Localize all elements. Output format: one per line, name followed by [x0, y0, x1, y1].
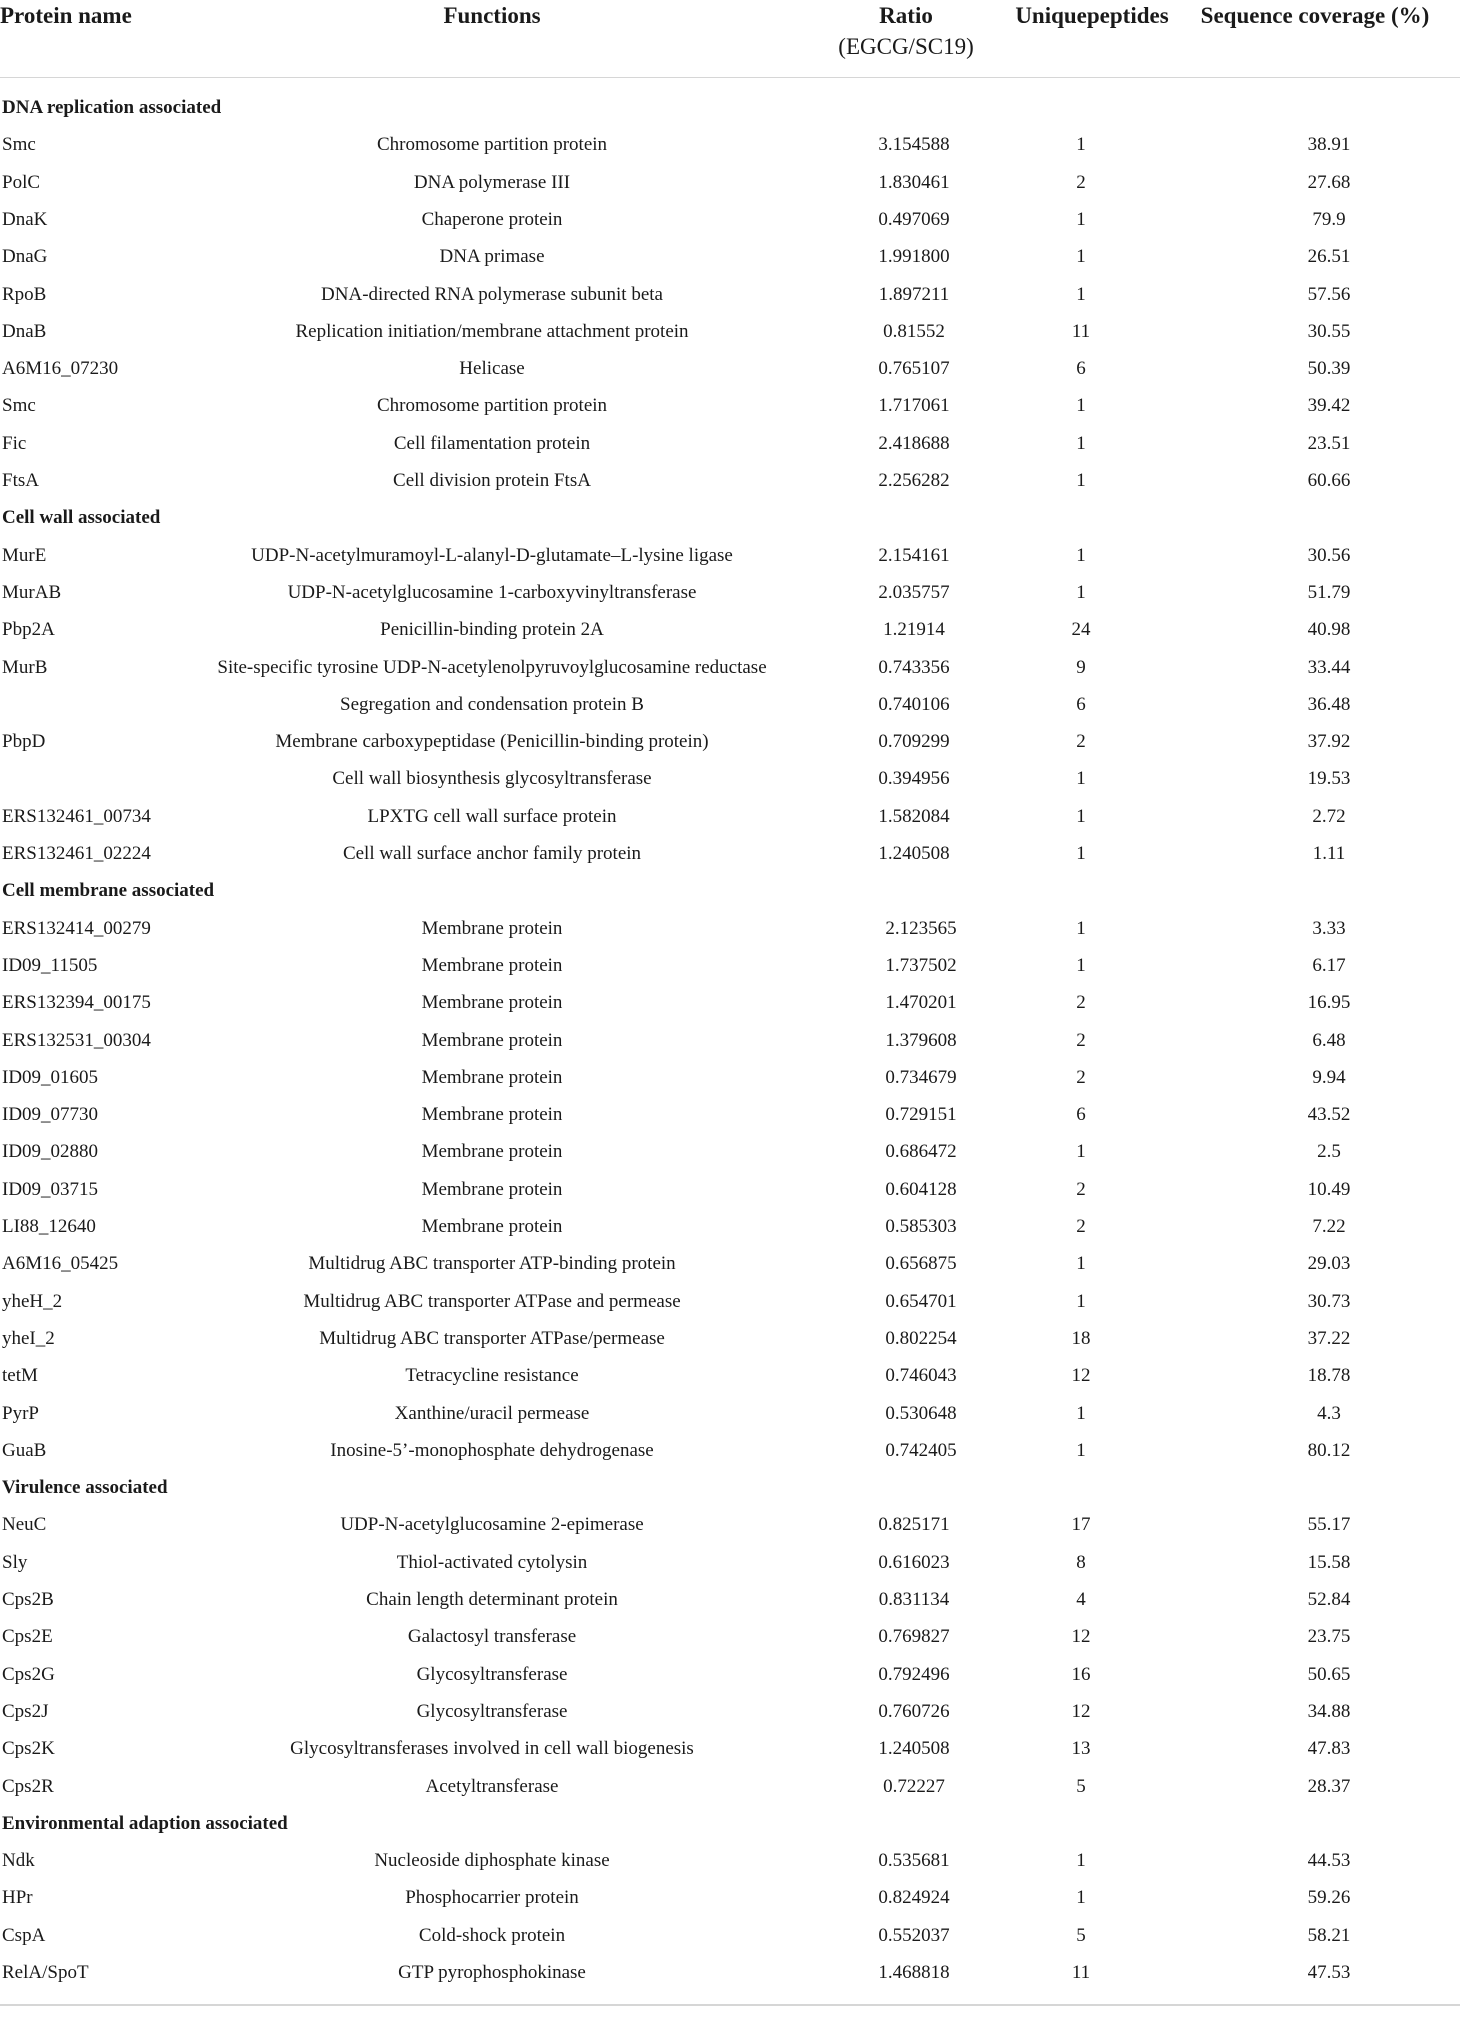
cell-unique-peptides-text: 12 [1071, 1700, 1091, 1722]
cell-unique-peptides-text: 1 [1076, 805, 1086, 827]
table-row [0, 1212, 1460, 1242]
cell-unique-peptides-text: 1 [1076, 581, 1086, 603]
cell-function-text: Chain length determinant protein [366, 1589, 618, 1610]
cell-protein-name: A6M16_07230 [2, 358, 119, 380]
cell-ratio-text: 0.654701 [885, 1290, 957, 1312]
cell-ratio-text: 1.897211 [878, 283, 950, 305]
cell-ratio-text: 0.734679 [885, 1066, 957, 1088]
table-row [0, 839, 1460, 869]
cell-unique-peptides-text: 5 [1076, 1924, 1086, 1946]
cell-protein-name: PolC [2, 171, 41, 193]
cell-ratio-text: 1.830461 [878, 171, 950, 193]
cell-sequence-coverage-text: 29.03 [1307, 1253, 1351, 1275]
cell-protein-name: Smc [2, 134, 36, 156]
cell-sequence-coverage-text: 37.22 [1307, 1327, 1351, 1349]
cell-function-text: Multidrug ABC transporter ATP-binding protein [308, 1253, 676, 1275]
cell-sequence-coverage-text: 16.95 [1307, 992, 1351, 1014]
cell-sequence-coverage-text: 7.22 [1312, 1216, 1346, 1237]
section-header [0, 1473, 1460, 1503]
table-row [0, 1510, 1460, 1540]
section-header [0, 93, 1460, 123]
cell-unique-peptides-text: 13 [1071, 1738, 1091, 1760]
cell-function-text: Glycosyltransferase [416, 1663, 568, 1685]
table-row [0, 280, 1460, 310]
cell-ratio-text: 0.743356 [878, 656, 950, 678]
cell-protein-name: MurAB [2, 581, 62, 603]
table-bottom-rule [0, 2004, 1460, 2006]
cell-function-text: Glycosyltransferases involved in cell wall biogenesis [290, 1738, 694, 1760]
table-row [0, 1137, 1460, 1167]
cell-function-text: LPXTG cell wall surface protein [367, 805, 617, 827]
cell-protein-name: Cps2E [2, 1626, 53, 1648]
cell-sequence-coverage-text: 50.39 [1307, 358, 1351, 380]
table-row [0, 1063, 1460, 1093]
cell-function-text: GTP pyrophosphokinase [398, 1962, 586, 1983]
cell-function-text: Membrane protein [421, 1066, 563, 1088]
cell-sequence-coverage-text: 19.53 [1307, 768, 1351, 790]
cell-sequence-coverage-text: 51.79 [1307, 581, 1351, 603]
cell-protein-name: ERS132414_00279 [2, 917, 151, 939]
cell-ratio-text: 0.656875 [885, 1253, 957, 1275]
cell-sequence-coverage-text: 15.58 [1307, 1551, 1351, 1573]
cell-function-text: Cold-shock protein [418, 1924, 566, 1946]
header-ratio-line1: Ratio [879, 3, 933, 28]
cell-ratio-text: 1.991800 [878, 246, 950, 268]
cell-unique-peptides-text: 1 [1076, 1141, 1086, 1163]
section-title: Virulence associated [2, 1477, 168, 1499]
table-row [0, 1697, 1460, 1727]
cell-unique-peptides-text: 1 [1076, 1887, 1086, 1909]
cell-unique-peptides-text: 16 [1071, 1663, 1091, 1685]
cell-protein-name: ERS132461_00734 [2, 805, 151, 827]
cell-sequence-coverage-text: 23.51 [1307, 432, 1351, 454]
cell-sequence-coverage-text: 39.42 [1307, 395, 1351, 417]
table-row [0, 802, 1460, 832]
cell-function-text: Multidrug ABC transporter ATPase/permease [319, 1327, 665, 1349]
cell-protein-name: ID09_07730 [2, 1104, 99, 1126]
cell-function-text: DNA primase [439, 246, 545, 268]
cell-ratio-text: 1.717061 [878, 395, 950, 417]
cell-sequence-coverage-text: 3.33 [1312, 917, 1346, 939]
cell-function-text: Cell division protein FtsA [393, 470, 591, 491]
cell-ratio-text: 0.742405 [885, 1439, 957, 1461]
cell-protein-name: DnaB [2, 320, 47, 342]
cell-ratio-text: 0.831134 [878, 1589, 950, 1610]
cell-sequence-coverage-text: 34.88 [1307, 1700, 1351, 1722]
cell-function-text: Membrane protein [421, 1029, 563, 1051]
cell-function-text: Membrane protein [421, 1141, 563, 1163]
cell-ratio-text: 0.530648 [885, 1402, 957, 1424]
cell-protein-name: MurE [2, 544, 47, 566]
cell-ratio-text: 0.765107 [878, 358, 950, 380]
table-row [0, 1958, 1460, 1988]
cell-ratio-text: 0.769827 [878, 1626, 950, 1648]
cell-sequence-coverage-text: 1.11 [1312, 843, 1346, 864]
cell-protein-name: DnaK [2, 208, 48, 230]
cell-function-text: Thiol-activated cytolysin [396, 1551, 588, 1573]
cell-function-text: UDP-N-acetylmuramoyl-L-alanyl-D-glutamate–L-lysine ligase [251, 544, 733, 566]
cell-sequence-coverage-text: 9.94 [1312, 1066, 1346, 1088]
cell-protein-name: FtsA [2, 470, 39, 491]
cell-sequence-coverage-text: 58.21 [1307, 1924, 1351, 1946]
cell-sequence-coverage-text: 30.56 [1307, 544, 1351, 566]
table-row [0, 951, 1460, 981]
table-row [0, 1548, 1460, 1578]
section-header [0, 1809, 1460, 1839]
cell-ratio-text: 0.616023 [878, 1551, 950, 1573]
cell-unique-peptides-text: 2 [1076, 171, 1086, 193]
cell-ratio-text: 0.585303 [885, 1216, 957, 1237]
cell-ratio-text: 1.468818 [878, 1962, 950, 1983]
cell-function-text: Helicase [459, 358, 525, 380]
cell-unique-peptides-text: 9 [1076, 656, 1086, 678]
cell-sequence-coverage-text: 44.53 [1307, 1850, 1351, 1872]
cell-unique-peptides-text: 6 [1076, 693, 1086, 715]
cell-protein-name: yheI_2 [2, 1327, 55, 1349]
cell-ratio-text: 0.535681 [878, 1850, 950, 1872]
cell-unique-peptides-text: 6 [1076, 358, 1086, 380]
cell-sequence-coverage-text: 79.9 [1312, 208, 1346, 230]
cell-ratio-text: 1.582084 [878, 805, 950, 827]
cell-function-text: Penicillin-binding protein 2A [380, 619, 604, 641]
cell-unique-peptides-text: 2 [1076, 992, 1086, 1014]
cell-function-text: Cell wall biosynthesis glycosyltransferase [332, 768, 652, 790]
cell-ratio-text: 2.035757 [878, 581, 950, 603]
cell-function-text: Acetyltransferase [425, 1775, 559, 1797]
cell-sequence-coverage-text: 57.56 [1307, 283, 1351, 305]
cell-function-text: UDP-N-acetylglucosamine 1-carboxyvinyltransferase [287, 581, 697, 603]
table-row [0, 727, 1460, 757]
cell-unique-peptides-text: 2 [1076, 731, 1086, 753]
cell-ratio-text: 0.760726 [878, 1700, 950, 1722]
cell-sequence-coverage-text: 47.53 [1307, 1962, 1351, 1983]
cell-unique-peptides-text: 4 [1076, 1589, 1086, 1610]
cell-unique-peptides-text: 1 [1076, 246, 1086, 268]
cell-unique-peptides-text: 11 [1071, 1962, 1091, 1983]
table-row [0, 578, 1460, 608]
section-title: Cell membrane associated [2, 880, 215, 902]
table-row [0, 1921, 1460, 1951]
cell-unique-peptides-text: 1 [1076, 954, 1086, 976]
cell-protein-name: Cps2G [2, 1663, 55, 1685]
cell-unique-peptides-text: 1 [1076, 470, 1086, 491]
cell-unique-peptides-text: 1 [1076, 134, 1086, 156]
cell-protein-name: Pbp2A [2, 619, 55, 641]
cell-unique-peptides-text: 1 [1076, 1253, 1086, 1275]
cell-sequence-coverage-text: 18.78 [1307, 1365, 1351, 1387]
cell-unique-peptides-text: 1 [1076, 1439, 1086, 1461]
cell-ratio-text: 2.256282 [878, 470, 950, 491]
cell-protein-name: DnaG [2, 246, 48, 268]
section-header [0, 876, 1460, 906]
cell-protein-name: ERS132531_00304 [2, 1029, 151, 1051]
cell-sequence-coverage-text: 28.37 [1307, 1775, 1351, 1797]
cell-ratio-text: 0.497069 [878, 208, 950, 230]
cell-sequence-coverage-text: 10.49 [1307, 1178, 1351, 1200]
cell-protein-name: ID09_03715 [2, 1178, 99, 1200]
cell-unique-peptides-text: 2 [1076, 1216, 1086, 1237]
cell-ratio-text: 2.123565 [885, 917, 957, 939]
cell-function-text: Membrane protein [421, 917, 563, 939]
cell-sequence-coverage-text: 30.55 [1307, 320, 1351, 342]
cell-unique-peptides-text: 2 [1076, 1066, 1086, 1088]
section-title: Environmental adaption associated [2, 1812, 288, 1834]
cell-function-text: Membrane protein [421, 1216, 563, 1237]
cell-unique-peptides-text: 12 [1071, 1365, 1091, 1387]
cell-protein-name: MurB [2, 656, 48, 678]
cell-protein-name: RpoB [2, 283, 47, 305]
cell-protein-name: ID09_02880 [2, 1141, 99, 1163]
cell-function-text: Chromosome partition protein [376, 395, 608, 417]
cell-function-text: Membrane protein [421, 1178, 563, 1200]
cell-ratio-text: 1.21914 [883, 619, 945, 641]
cell-sequence-coverage-text: 4.3 [1317, 1402, 1341, 1424]
cell-protein-name: ID09_11505 [2, 954, 98, 976]
section-header [0, 503, 1460, 533]
cell-unique-peptides-text: 1 [1076, 1290, 1086, 1312]
cell-ratio-text: 0.552037 [878, 1924, 950, 1946]
table-row [0, 1324, 1460, 1354]
cell-sequence-coverage-text: 2.72 [1312, 805, 1346, 827]
cell-unique-peptides-text: 24 [1071, 619, 1091, 641]
cell-sequence-coverage-text: 47.83 [1307, 1738, 1351, 1760]
header-functions-label: Functions [443, 3, 541, 28]
cell-unique-peptides-text: 1 [1076, 1850, 1086, 1872]
cell-function-text: Chromosome partition protein [376, 134, 608, 156]
table-row [0, 1846, 1460, 1876]
table-row [0, 1622, 1460, 1652]
table-row [0, 168, 1460, 198]
cell-ratio-text: 0.686472 [885, 1141, 957, 1163]
cell-ratio-text: 0.824924 [878, 1887, 950, 1909]
cell-unique-peptides-text: 8 [1076, 1551, 1086, 1573]
table-row [0, 988, 1460, 1018]
cell-protein-name: A6M16_05425 [2, 1253, 119, 1275]
cell-sequence-coverage-text: 60.66 [1307, 470, 1351, 491]
cell-ratio-text: 0.709299 [878, 731, 950, 753]
cell-function-text: Galactosyl transferase [407, 1626, 577, 1648]
section-title: DNA replication associated [2, 97, 222, 118]
header-protein-name: Protein name [0, 3, 132, 28]
cell-ratio-text: 1.240508 [878, 1738, 950, 1760]
table-row [0, 391, 1460, 421]
cell-sequence-coverage-text: 23.75 [1307, 1626, 1351, 1648]
cell-unique-peptides-text: 11 [1071, 320, 1091, 342]
cell-function-text: Membrane protein [421, 992, 563, 1014]
cell-sequence-coverage-text: 37.92 [1307, 731, 1351, 753]
table-row [0, 1361, 1460, 1391]
cell-function-text: Cell filamentation protein [393, 432, 591, 454]
cell-unique-peptides-text: 1 [1076, 283, 1086, 305]
cell-ratio-text: 0.72227 [883, 1775, 945, 1797]
cell-protein-name: Cps2J [2, 1700, 49, 1722]
cell-sequence-coverage-text: 40.98 [1307, 619, 1351, 641]
cell-ratio-text: 0.81552 [883, 320, 945, 342]
table-row [0, 1399, 1460, 1429]
table-row [0, 1100, 1460, 1130]
cell-protein-name: Fic [2, 432, 27, 454]
table-row [0, 205, 1460, 235]
cell-sequence-coverage-text: 43.52 [1307, 1104, 1351, 1126]
cell-sequence-coverage-text: 55.17 [1307, 1514, 1351, 1536]
cell-protein-name: Smc [2, 395, 36, 417]
table-row [0, 764, 1460, 794]
cell-function-text: UDP-N-acetylglucosamine 2-epimerase [340, 1514, 644, 1536]
cell-ratio-text: 0.792496 [878, 1663, 950, 1685]
table-row [0, 354, 1460, 384]
cell-function-text: Xanthine/uracil permease [394, 1402, 590, 1424]
cell-function-text: DNA polymerase III [413, 171, 571, 193]
cell-ratio-text: 0.825171 [878, 1514, 950, 1536]
cell-function-text: Segregation and condensation protein B [340, 693, 644, 715]
cell-unique-peptides-text: 18 [1071, 1327, 1091, 1349]
table-row [0, 429, 1460, 459]
cell-function-text: Chaperone protein [421, 208, 563, 230]
table-row [0, 1883, 1460, 1913]
cell-protein-name: LI88_12640 [2, 1216, 96, 1237]
table-row [0, 541, 1460, 571]
header-unique-peptides-label: Uniquepeptides [1015, 3, 1169, 28]
table-row [0, 130, 1460, 160]
cell-function-text: Tetracycline resistance [405, 1365, 579, 1387]
cell-ratio-text: 1.470201 [885, 992, 957, 1014]
cell-ratio-text: 0.802254 [885, 1327, 957, 1349]
cell-protein-name: Cps2R [2, 1775, 54, 1797]
table-row [0, 914, 1460, 944]
cell-unique-peptides-text: 5 [1076, 1775, 1086, 1797]
cell-function-text: Membrane protein [421, 1104, 563, 1126]
cell-ratio-text: 0.746043 [885, 1365, 957, 1387]
cell-ratio-text: 1.737502 [885, 954, 957, 976]
table-row [0, 1175, 1460, 1205]
cell-sequence-coverage-text: 33.44 [1307, 656, 1351, 678]
cell-protein-name: PyrP [2, 1402, 39, 1424]
table-row [0, 317, 1460, 347]
table-row [0, 1249, 1460, 1279]
cell-unique-peptides-text: 1 [1076, 917, 1086, 939]
cell-sequence-coverage-text: 6.17 [1312, 954, 1346, 976]
cell-sequence-coverage-text: 50.65 [1307, 1663, 1351, 1685]
table-row [0, 242, 1460, 272]
cell-protein-name: PbpD [2, 731, 46, 753]
table-row [0, 1436, 1460, 1466]
cell-function-text: Nucleoside diphosphate kinase [374, 1850, 610, 1872]
cell-unique-peptides-text: 1 [1076, 768, 1086, 790]
cell-sequence-coverage-text: 36.48 [1307, 693, 1351, 715]
table-row [0, 653, 1460, 683]
cell-ratio-text: 0.604128 [885, 1178, 957, 1200]
cell-sequence-coverage-text: 38.91 [1307, 134, 1351, 156]
table-row [0, 615, 1460, 645]
cell-unique-peptides-text: 1 [1076, 432, 1086, 454]
cell-protein-name: ERS132394_00175 [2, 992, 151, 1014]
cell-function-text: Cell wall surface anchor family protein [342, 843, 642, 864]
cell-ratio-text: 1.379608 [885, 1029, 957, 1051]
cell-function-text: Membrane protein [421, 954, 563, 976]
cell-ratio-text: 0.394956 [878, 768, 950, 790]
cell-sequence-coverage-text: 2.5 [1317, 1141, 1341, 1163]
cell-function-text: Membrane carboxypeptidase (Penicillin-binding protein) [275, 731, 709, 753]
cell-unique-peptides-text: 2 [1076, 1029, 1086, 1051]
cell-function-text: DNA-directed RNA polymerase subunit beta [321, 283, 663, 305]
table-row [0, 690, 1460, 720]
table-row [0, 1585, 1460, 1615]
table-row [0, 1287, 1460, 1317]
cell-unique-peptides-text: 1 [1076, 208, 1086, 230]
cell-sequence-coverage-text: 80.12 [1307, 1439, 1351, 1461]
table-row [0, 466, 1460, 496]
cell-protein-name: ID09_01605 [2, 1066, 99, 1088]
cell-function-text: Glycosyltransferase [416, 1700, 568, 1722]
cell-ratio-text: 0.740106 [878, 693, 950, 715]
cell-unique-peptides-text: 1 [1076, 1402, 1086, 1424]
cell-protein-name: NeuC [2, 1514, 47, 1536]
cell-ratio-text: 1.240508 [878, 843, 950, 864]
cell-protein-name: HPr [2, 1887, 33, 1909]
cell-function-text: Site-specific tyrosine UDP-N-acetylenolpyruvoylglucosamine reductase [217, 656, 767, 678]
cell-protein-name: CspA [2, 1924, 46, 1946]
cell-protein-name: Cps2K [2, 1738, 55, 1760]
cell-ratio-text: 2.418688 [878, 432, 950, 454]
table-row [0, 1660, 1460, 1690]
cell-function-text: Replication initiation/membrane attachment protein [295, 320, 689, 342]
cell-sequence-coverage-text: 6.48 [1312, 1029, 1346, 1051]
cell-unique-peptides-text: 12 [1071, 1626, 1091, 1648]
cell-ratio-text: 2.154161 [878, 544, 950, 566]
header-ratio-line2: (EGCG/SC19) [838, 34, 974, 59]
cell-protein-name: Sly [2, 1551, 28, 1573]
section-title: Cell wall associated [2, 507, 161, 529]
cell-protein-name: ERS132461_02224 [2, 843, 151, 864]
cell-protein-name: yheH_2 [2, 1290, 63, 1312]
cell-unique-peptides-text: 17 [1071, 1514, 1091, 1536]
cell-function-text: Inosine-5’-monophosphate dehydrogenase [330, 1439, 654, 1461]
cell-protein-name: RelA/SpoT [2, 1962, 89, 1983]
cell-function-text: Phosphocarrier protein [405, 1887, 579, 1909]
cell-ratio-text: 0.729151 [885, 1104, 957, 1126]
header-sequence-coverage-label: Sequence coverage (%) [1200, 3, 1430, 28]
cell-unique-peptides-text: 1 [1076, 843, 1086, 864]
cell-sequence-coverage-text: 26.51 [1307, 246, 1351, 268]
cell-unique-peptides-text: 1 [1076, 544, 1086, 566]
cell-sequence-coverage-text: 52.84 [1307, 1589, 1351, 1610]
cell-ratio-text: 3.154588 [878, 134, 950, 156]
cell-unique-peptides-text: 2 [1076, 1178, 1086, 1200]
cell-unique-peptides-text: 1 [1076, 395, 1086, 417]
cell-protein-name: Cps2B [2, 1589, 54, 1610]
cell-sequence-coverage-text: 30.73 [1307, 1290, 1351, 1312]
cell-protein-name: tetM [2, 1365, 38, 1387]
table-row [0, 1772, 1460, 1802]
cell-protein-name: Ndk [2, 1850, 35, 1872]
cell-function-text: Multidrug ABC transporter ATPase and permease [303, 1290, 681, 1312]
cell-protein-name: GuaB [2, 1439, 47, 1461]
cell-unique-peptides-text: 6 [1076, 1104, 1086, 1126]
cell-sequence-coverage-text: 59.26 [1307, 1887, 1351, 1909]
cell-sequence-coverage-text: 27.68 [1307, 171, 1351, 193]
table-row [0, 1026, 1460, 1056]
table-row [0, 1734, 1460, 1764]
